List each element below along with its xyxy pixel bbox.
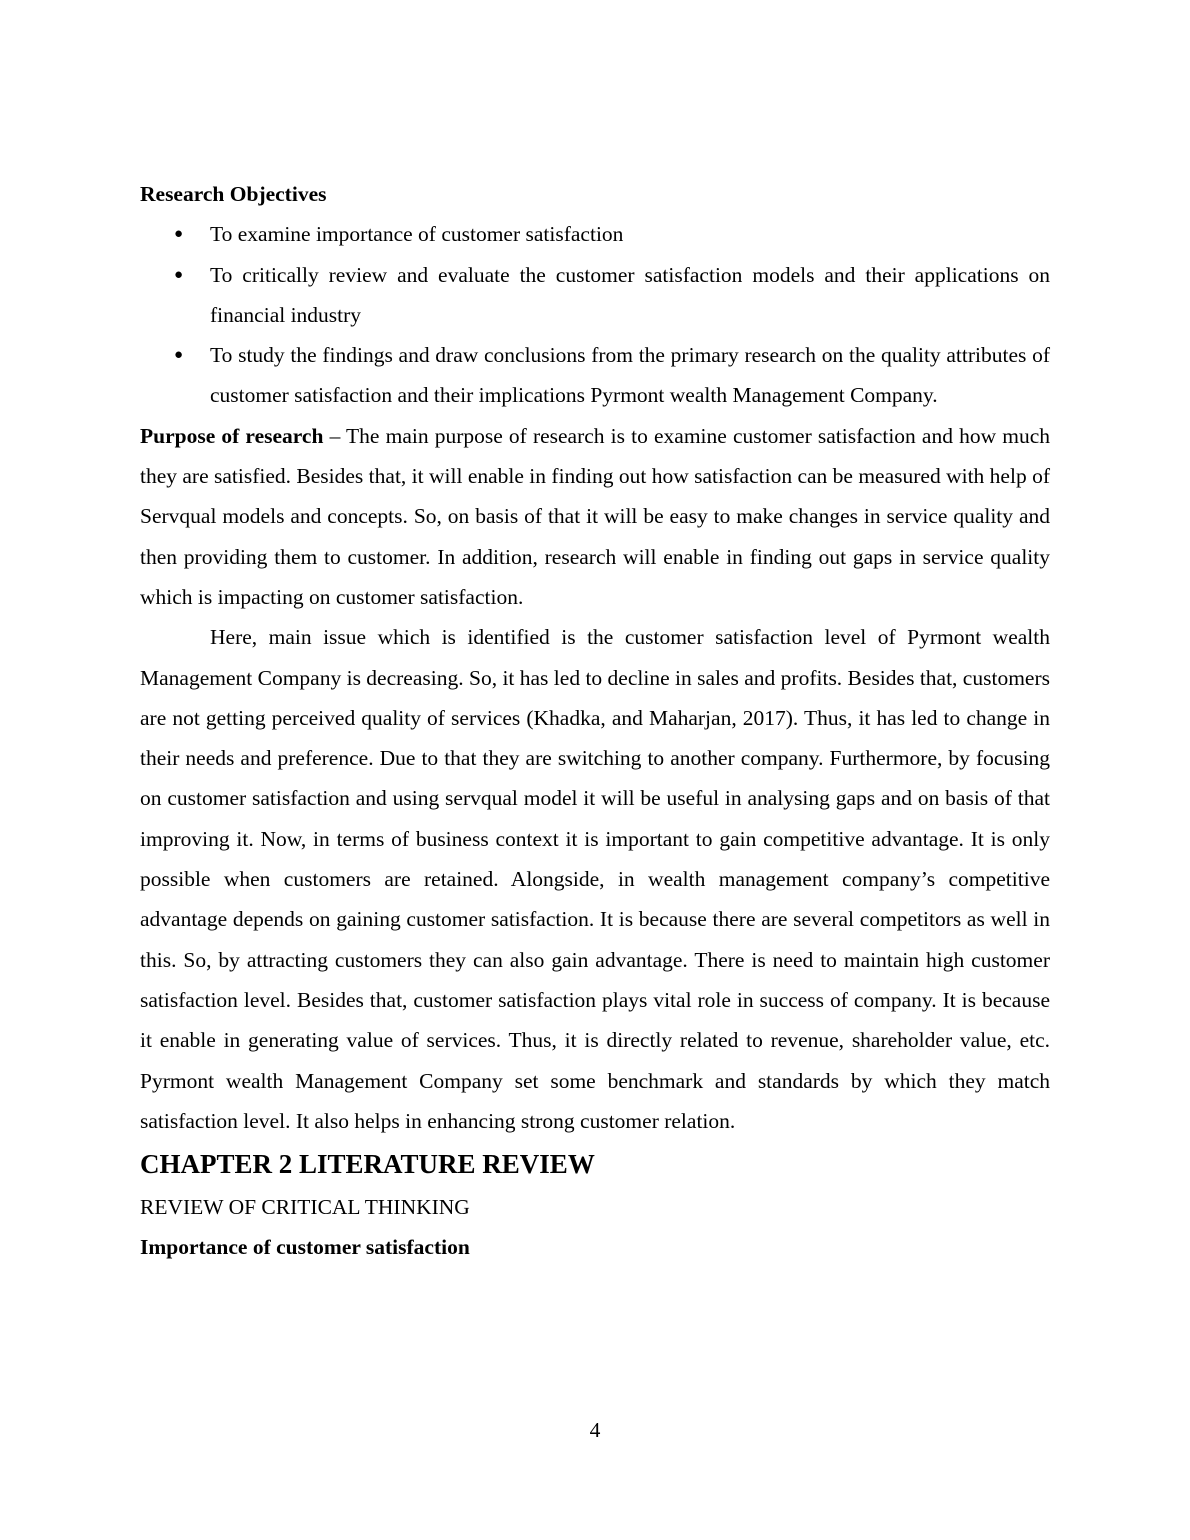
subsection-heading: Importance of customer satisfaction: [140, 1235, 470, 1260]
objective-text: To examine importance of customer satisfaction: [210, 222, 624, 247]
list-item: [140, 335, 1050, 416]
list-item: [140, 214, 1050, 254]
purpose-paragraph: [140, 416, 1050, 617]
issue-paragraph: Here, main issue which is identified is the customer satisfaction level of Pyrmont wealth Management Company is decreasing. So, it has led to decline in sales and profits. Besides that, customers are not getting perceived quality of services (Khadka, and Maharjan, 2017). Thus, it has led to change in their needs and preference. Due to that they are switching to another company. Furthermore, by focusing on customer satisfaction and using servqual model it will be useful in analysing gaps and on basis of that improving it. Now, in terms of business context it is important to gain competitive advantage. It is only possible when customers are retained. Alongside, in wealth management company’s competitive advantage depends on gaining customer satisfaction. It is because there are several competitors as well in this. So, by attracting customers they can also gain advantage. There is need to maintain high customer satisfaction level. Besides that, customer satisfaction plays vital role in success of company. It is because it enable in generating value of services. Thus, it is directly related to revenue, shareholder value, etc. Pyrmont wealth Management Company set some benchmark and standards by which they match satisfaction level. It also helps in enhancing strong customer relation.: [140, 625, 1050, 1133]
objective-text: To critically review and evaluate the customer satisfaction models and their applications on financial industry: [210, 262, 1050, 327]
purpose-label: Purpose of research: [140, 423, 324, 448]
research-objectives-heading: Research Objectives: [140, 182, 327, 206]
objectives-list: [140, 214, 1050, 415]
page-number: 4: [589, 1418, 601, 1442]
section-heading: REVIEW OF CRITICAL THINKING: [140, 1195, 470, 1220]
bullet-icon: ●: [174, 347, 184, 364]
page-content: [140, 174, 1050, 1268]
objective-text: To study the findings and draw conclusions from the primary research on the quality attributes of customer satisfaction and their implications Pyrmont wealth Management Company.: [210, 343, 1050, 408]
bullet-icon: ●: [174, 226, 184, 243]
chapter-heading: CHAPTER 2 LITERATURE REVIEW: [140, 1149, 595, 1180]
bullet-icon: ●: [174, 266, 184, 283]
purpose-text: – The main purpose of research is to examine customer satisfaction and how much they are satisfied. Besides that, it will enable in finding out how satisfaction can be measured with help of Servqual models and concepts. So, on basis of that it will be easy to make changes in service quality and then providing them to customer. In addition, research will enable in finding out gaps in service quality which is impacting on customer satisfaction.: [140, 423, 1051, 609]
list-item: [140, 255, 1050, 336]
